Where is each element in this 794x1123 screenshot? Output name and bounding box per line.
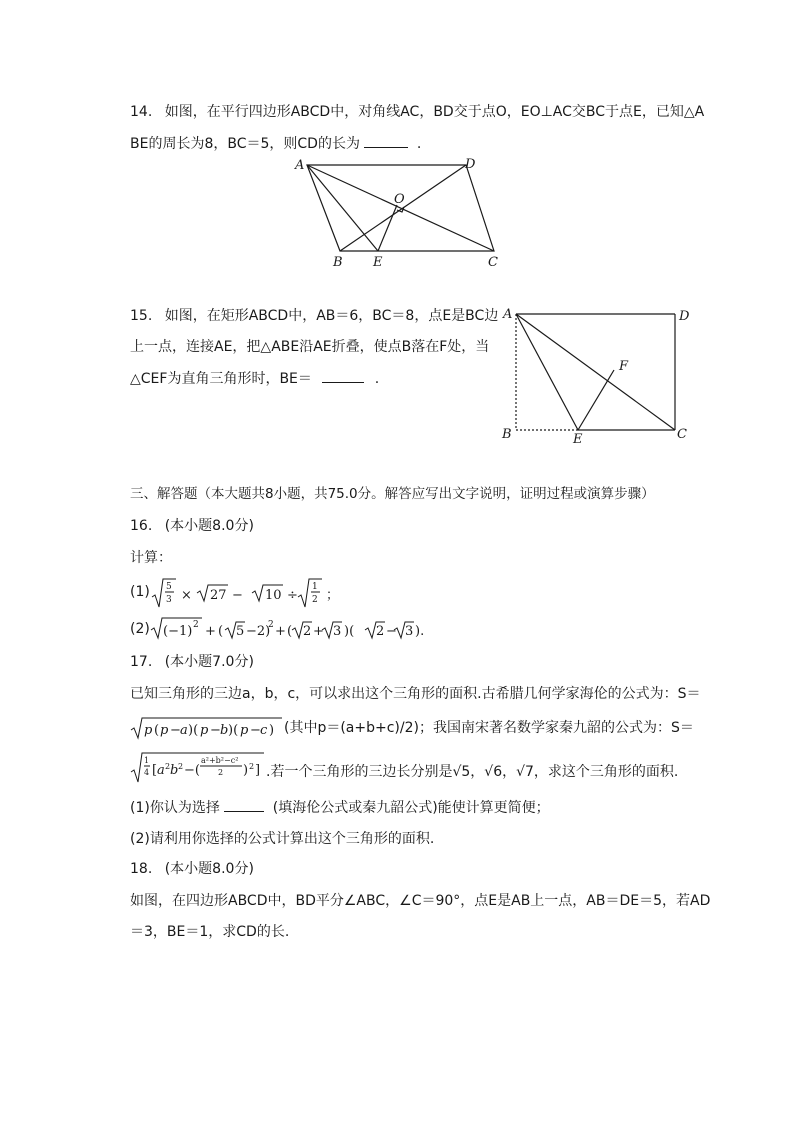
- svg-text:−: −: [250, 723, 261, 738]
- q18-points: (本小题8.0分): [164, 861, 254, 877]
- svg-text:b: b: [170, 763, 179, 778]
- q15-label-C: C: [677, 427, 687, 442]
- q14-answer-blank[interactable]: [364, 133, 408, 148]
- svg-text:+: +: [275, 624, 286, 639]
- svg-text:(: (: [287, 624, 293, 639]
- segment-AE: [516, 314, 578, 430]
- q14-text-line1: 如图，在平行四边形ABCD中，对角线AC，BD交于点O，EO⊥AC交BC于点E，已知△A: [164, 104, 705, 120]
- svg-text:p: p: [144, 723, 153, 738]
- q18-line1: 如图，在四边形ABCD中，BD平分∠ABC，∠C＝90°，点E是AB上一点，AB＝DE＝5，若AD: [130, 893, 711, 909]
- svg-text:5: 5: [166, 582, 172, 592]
- q15-line1: [130, 306, 498, 326]
- q15-text-line3: △CEF为直角三角形时，BE＝: [130, 371, 312, 387]
- q14-label-C: C: [488, 255, 498, 270]
- q16-number: 16.: [130, 518, 153, 534]
- q15-period: .: [374, 371, 380, 387]
- q17-part1: [130, 797, 550, 818]
- svg-text:2: 2: [165, 762, 171, 771]
- segment-EF: [578, 370, 614, 430]
- q14-parallelogram-figure: [288, 150, 508, 275]
- q17-number: 17.: [130, 654, 153, 670]
- q15-rectangle-figure: [498, 300, 698, 450]
- segment-AE: [307, 165, 378, 251]
- svg-text:−: −: [170, 723, 181, 738]
- q16-part2-label: (2): [130, 621, 150, 637]
- q14-label-E: E: [373, 255, 383, 270]
- svg-text:(: (: [218, 624, 224, 639]
- q15-label-B: B: [502, 427, 512, 442]
- svg-text:3: 3: [405, 624, 414, 639]
- svg-text:4: 4: [144, 768, 150, 777]
- q16-points: (本小题8.0分): [164, 518, 254, 534]
- svg-text:a²+b²−c²: a²+b²−c²: [201, 756, 239, 765]
- q15-number: 15.: [130, 308, 153, 324]
- q15-label-F: F: [619, 359, 629, 374]
- segment-EO: [378, 205, 397, 251]
- section3-heading: 三、解答题（本大题共8小题，共75.0分。解答应写出文字说明，证明过程或演算步骤）: [130, 486, 655, 502]
- svg-text:(−1): (−1): [163, 624, 193, 639]
- q15-line3: [130, 368, 379, 389]
- q17-points: (本小题7.0分): [164, 654, 254, 670]
- q15-line2: [130, 337, 489, 357]
- q14-label-O: O: [394, 192, 405, 207]
- q15-label-E: E: [573, 432, 583, 447]
- svg-text:27: 27: [210, 588, 227, 603]
- q16-header: [130, 516, 254, 536]
- svg-text:c: c: [260, 723, 268, 738]
- q14-text-line2: BE的周长为8，BC＝5，则CD的长为: [130, 136, 360, 152]
- q15-answer-blank[interactable]: [322, 368, 364, 383]
- svg-text:2: 2: [268, 620, 274, 630]
- svg-text:a: a: [157, 763, 165, 778]
- q14-label-D: D: [465, 157, 476, 172]
- q18-line2: ＝3，BE＝1，求CD的长.: [130, 924, 290, 940]
- q16-part1-label: (1): [130, 584, 150, 600]
- diagonal-AC: [516, 314, 675, 430]
- q17-header: [130, 652, 254, 672]
- svg-text:−: −: [210, 723, 221, 738]
- svg-text:1: 1: [312, 582, 318, 592]
- svg-text:): ): [243, 763, 249, 778]
- svg-text:p: p: [160, 723, 169, 738]
- svg-text:b: b: [220, 723, 229, 738]
- svg-text:10: 10: [265, 588, 282, 603]
- svg-text:): ): [269, 723, 275, 738]
- svg-text:2: 2: [376, 624, 385, 639]
- svg-text:+: +: [205, 624, 216, 639]
- q17-part2: (2)请利用你选择的公式计算出这个三角形的面积.: [130, 831, 435, 847]
- svg-text:+: +: [313, 624, 324, 639]
- svg-text:(: (: [154, 723, 160, 738]
- q17-answer-blank[interactable]: [224, 797, 264, 812]
- q14-period: .: [416, 136, 422, 152]
- svg-text:×: ×: [181, 588, 192, 603]
- svg-text:÷: ÷: [287, 588, 298, 603]
- q14-label-B: B: [333, 255, 343, 270]
- svg-text:1: 1: [144, 756, 150, 765]
- q16-part2-expression: [150, 612, 430, 642]
- svg-text:−(: −(: [184, 763, 200, 778]
- q15-text-line1: 如图，在矩形ABCD中，AB＝6，BC＝8，点E是BC边: [164, 308, 499, 324]
- q16-prompt: 计算：: [130, 550, 172, 566]
- q17-qin-formula: [130, 750, 270, 784]
- q16-part1-expression: [150, 575, 340, 611]
- q17-heron-formula: [130, 712, 290, 742]
- svg-text:−2): −2): [246, 624, 271, 639]
- svg-text:p: p: [200, 723, 209, 738]
- svg-text:)(: )(: [188, 723, 199, 738]
- q15-text-line2: 上一点，连接AE，把△ABE沿AE折叠，使点B落在F处，当: [130, 339, 490, 355]
- svg-text:3: 3: [166, 595, 172, 605]
- svg-text:−: −: [232, 588, 243, 603]
- q17-part1-text-a: (1)你认为选择: [130, 800, 220, 816]
- svg-text:；: ；: [326, 588, 340, 603]
- q18-header: [130, 859, 254, 879]
- q14-number: 14.: [130, 104, 153, 120]
- q17-line1: 已知三角形的三边a，b，c，可以求出这个三角形的面积.古希腊几何学家海伦的公式为：S＝: [130, 686, 701, 702]
- q17-part1-text-b: (填海伦公式或秦九韶公式)能使计算更简便；: [272, 800, 550, 816]
- svg-text:]: ]: [255, 763, 261, 778]
- q15-label-A: A: [503, 307, 513, 322]
- svg-text:3: 3: [333, 624, 342, 639]
- svg-text:[: [: [152, 763, 158, 778]
- q17-line3-text: .若一个三角形的三边长分别是√5，√6，√7，求这个三角形的面积.: [266, 764, 679, 780]
- q15-label-D: D: [679, 309, 690, 324]
- svg-text:5: 5: [236, 624, 245, 639]
- svg-text:)(: )(: [344, 624, 355, 639]
- svg-text:2: 2: [193, 620, 199, 630]
- svg-text:2: 2: [178, 762, 184, 771]
- q18-number: 18.: [130, 861, 153, 877]
- q17-line2-text: (其中p＝(a+b+c)/2)；我国南宋著名数学家秦九韶的公式为：S＝: [284, 720, 694, 736]
- svg-text:−: −: [386, 624, 397, 639]
- q14-label-A: A: [295, 158, 305, 173]
- svg-text:)(: )(: [228, 723, 239, 738]
- svg-text:2: 2: [218, 768, 224, 777]
- svg-text:2: 2: [249, 762, 255, 771]
- svg-text:a: a: [180, 723, 188, 738]
- svg-text:p: p: [240, 723, 249, 738]
- svg-text:).: ).: [415, 624, 425, 639]
- svg-text:2: 2: [312, 595, 318, 605]
- svg-text:2: 2: [303, 624, 312, 639]
- q14-line1: [130, 102, 704, 122]
